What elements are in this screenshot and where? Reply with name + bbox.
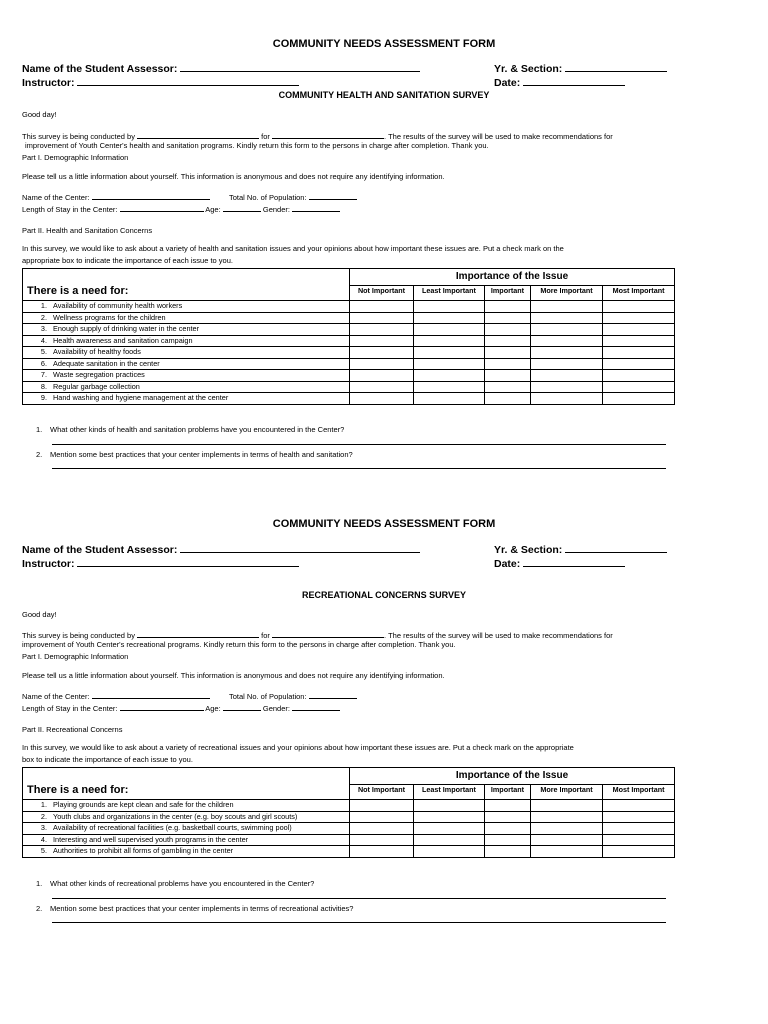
population-label: Total No. of Population: (229, 190, 357, 202)
answer-line-1[interactable] (52, 898, 666, 899)
part2-heading: Part II. Health and Sanitation Concerns (22, 226, 153, 235)
check-box[interactable] (414, 800, 485, 812)
organization-field[interactable] (272, 628, 384, 638)
table-row (23, 312, 675, 324)
conductor-field[interactable] (137, 628, 259, 638)
check-box[interactable] (485, 811, 531, 823)
issue-cell: 2. Youth clubs and organizations in the center (e.g. boy scouts and girl scouts) (23, 811, 350, 823)
part2-description-2: box to indicate the importance of each issue to you. (22, 755, 193, 764)
check-box[interactable] (485, 381, 531, 393)
gender-field[interactable] (292, 701, 340, 711)
check-box[interactable] (531, 312, 603, 324)
center-name-field[interactable] (92, 190, 210, 200)
column-header: More Important (531, 785, 603, 800)
table-row (23, 358, 675, 370)
check-box[interactable] (350, 800, 414, 812)
check-box[interactable] (485, 335, 531, 347)
check-box[interactable] (485, 347, 531, 359)
check-box[interactable] (350, 381, 414, 393)
center-name-label: Name of the Center: (22, 689, 210, 701)
check-box[interactable] (603, 301, 675, 313)
column-header: Not Important (350, 785, 414, 800)
check-box[interactable] (603, 312, 675, 324)
column-header: More Important (531, 286, 603, 301)
table-row (23, 811, 675, 823)
issue-cell: 8. Regular garbage collection (23, 381, 350, 393)
population-field[interactable] (309, 190, 357, 200)
yr-section-label: Yr. & Section: (494, 543, 667, 556)
date-label: Date: (494, 76, 625, 89)
column-header: Important (485, 785, 531, 800)
issue-cell: 5. Authorities to prohibit all forms of gambling in the center (23, 846, 350, 858)
stay-field[interactable] (120, 701, 204, 711)
issue-cell: 6. Adequate sanitation in the center (23, 358, 350, 370)
answer-line-1[interactable] (52, 444, 666, 445)
center-name-label: Name of the Center: (22, 190, 210, 202)
yr-section-label: Yr. & Section: (494, 62, 667, 75)
check-box[interactable] (414, 370, 485, 382)
population-label: Total No. of Population: (229, 689, 357, 701)
part1-description: Please tell us a little information about yourself. This information is anonymous and does not require any identifying information. (22, 172, 445, 181)
issue-cell: 1. Availability of community health workers (23, 301, 350, 313)
question-2: 2. Mention some best practices that your center implements in terms of health and sanitation? (36, 450, 353, 459)
check-box[interactable] (531, 846, 603, 858)
check-box[interactable] (531, 811, 603, 823)
issue-cell: 4. Health awareness and sanitation campaign (23, 335, 350, 347)
date-label: Date: (494, 557, 625, 570)
check-box[interactable] (485, 846, 531, 858)
check-box[interactable] (485, 324, 531, 336)
check-box[interactable] (350, 324, 414, 336)
check-box[interactable] (531, 324, 603, 336)
importance-table (22, 268, 675, 405)
check-box[interactable] (485, 358, 531, 370)
check-box[interactable] (414, 324, 485, 336)
importance-table (22, 767, 675, 858)
table-row (23, 800, 675, 812)
issue-cell: 7. Waste segregation practices (23, 370, 350, 382)
check-box[interactable] (603, 823, 675, 835)
check-box[interactable] (350, 347, 414, 359)
check-box[interactable] (603, 381, 675, 393)
check-box[interactable] (414, 834, 485, 846)
need-header: There is a need for: (23, 269, 350, 301)
check-box[interactable] (531, 381, 603, 393)
column-header: Least Important (414, 785, 485, 800)
need-header: There is a need for: (23, 768, 350, 800)
check-box[interactable] (603, 324, 675, 336)
yr-section-field[interactable] (565, 62, 667, 72)
intro-line-2: improvement of Youth Center's recreational programs. Kindly return this form to the persons in charge after completion. Thank you. (22, 640, 456, 649)
instructor-field[interactable] (77, 76, 299, 86)
importance-header: Importance of the Issue (350, 768, 675, 785)
check-box[interactable] (350, 846, 414, 858)
table-row (23, 393, 675, 405)
assessor-field[interactable] (180, 62, 420, 72)
check-box[interactable] (485, 301, 531, 313)
table-row (23, 381, 675, 393)
issue-cell: 3. Availability of recreational facilities (e.g. basketball courts, swimming pool) (23, 823, 350, 835)
answer-line-2[interactable] (52, 468, 666, 469)
check-box[interactable] (603, 834, 675, 846)
check-box[interactable] (603, 811, 675, 823)
age-field[interactable] (223, 202, 261, 212)
check-box[interactable] (485, 823, 531, 835)
check-box[interactable] (414, 811, 485, 823)
table-row (23, 370, 675, 382)
table-row (23, 324, 675, 336)
survey-title: COMMUNITY HEALTH AND SANITATION SURVEY (278, 90, 490, 100)
check-box[interactable] (531, 834, 603, 846)
check-box[interactable] (414, 301, 485, 313)
check-box[interactable] (531, 370, 603, 382)
greeting: Good day! (22, 610, 57, 619)
check-box[interactable] (350, 335, 414, 347)
intro-line-1: This survey is being conducted by for . The results of the survey will be used to make recommendations for (22, 129, 613, 141)
check-box[interactable] (485, 834, 531, 846)
part1-heading: Part I. Demographic Information (22, 652, 129, 661)
part1-heading: Part I. Demographic Information (22, 153, 129, 162)
assessor-label: Name of the Student Assessor: (22, 62, 420, 75)
column-header: Least Important (414, 286, 485, 301)
check-box[interactable] (414, 846, 485, 858)
check-box[interactable] (350, 823, 414, 835)
issue-cell: 4. Interesting and well supervised youth programs in the center (23, 834, 350, 846)
date-field[interactable] (523, 76, 625, 86)
stay-field[interactable] (120, 202, 204, 212)
survey-title: RECREATIONAL CONCERNS SURVEY (301, 590, 467, 600)
part2-heading: Part II. Recreational Concerns (22, 725, 123, 734)
form-title: COMMUNITY NEEDS ASSESSMENT FORM (272, 518, 496, 530)
age-field[interactable] (223, 701, 261, 711)
check-box[interactable] (414, 358, 485, 370)
check-box[interactable] (485, 800, 531, 812)
check-box[interactable] (603, 370, 675, 382)
check-box[interactable] (485, 393, 531, 405)
part2-description-2: appropriate box to indicate the importance of each issue to you. (22, 256, 233, 265)
check-box[interactable] (350, 370, 414, 382)
check-box[interactable] (531, 335, 603, 347)
yr-section-field[interactable] (565, 543, 667, 553)
check-box[interactable] (603, 358, 675, 370)
answer-line-2[interactable] (52, 922, 666, 923)
table-row (23, 347, 675, 359)
check-box[interactable] (414, 823, 485, 835)
check-box[interactable] (414, 335, 485, 347)
check-box[interactable] (603, 347, 675, 359)
check-box[interactable] (414, 347, 485, 359)
conductor-field[interactable] (137, 129, 259, 139)
check-box[interactable] (350, 811, 414, 823)
table-row (23, 301, 675, 313)
issue-cell: 9. Hand washing and hygiene management at the center (23, 393, 350, 405)
check-box[interactable] (603, 335, 675, 347)
check-box[interactable] (531, 800, 603, 812)
check-box[interactable] (350, 358, 414, 370)
column-header: Not Important (350, 286, 414, 301)
check-box[interactable] (531, 358, 603, 370)
importance-header: Importance of the Issue (350, 269, 675, 286)
form-title: COMMUNITY NEEDS ASSESSMENT FORM (272, 38, 496, 50)
check-box[interactable] (531, 301, 603, 313)
issue-cell: 5. Availability of healthy foods (23, 347, 350, 359)
check-box[interactable] (350, 301, 414, 313)
check-box[interactable] (350, 834, 414, 846)
question-1: 1. What other kinds of health and sanitation problems have you encountered in the Center? (36, 425, 345, 434)
check-box[interactable] (414, 381, 485, 393)
issue-cell: 3. Enough supply of drinking water in the center (23, 324, 350, 336)
check-box[interactable] (531, 823, 603, 835)
instructor-field[interactable] (77, 557, 299, 567)
table-row (23, 335, 675, 347)
check-box[interactable] (603, 393, 675, 405)
column-header: Most Important (603, 286, 675, 301)
assessor-label: Name of the Student Assessor: (22, 543, 420, 556)
assessor-field[interactable] (180, 543, 420, 553)
check-box[interactable] (603, 800, 675, 812)
stay-label: Length of Stay in the Center: Age: Gender: (22, 202, 340, 214)
intro-line-2: improvement of Youth Center's health and sanitation programs. Kindly return this form to the persons in charge after completion. Thank you. (25, 141, 489, 150)
greeting: Good day! (22, 110, 57, 119)
check-box[interactable] (485, 312, 531, 324)
table-row (23, 834, 675, 846)
check-box[interactable] (350, 312, 414, 324)
issue-cell: 1. Playing grounds are kept clean and safe for the children (23, 800, 350, 812)
check-box[interactable] (485, 370, 531, 382)
instructor-label: Instructor: (22, 76, 299, 89)
part2-description-1: In this survey, we would like to ask about a variety of health and sanitation issues and your opinions about how important these issues are. Put a check mark on the (22, 244, 564, 253)
question-1: 1. What other kinds of recreational problems have you encountered in the Center? (36, 879, 315, 888)
check-box[interactable] (414, 312, 485, 324)
column-header: Most Important (603, 785, 675, 800)
stay-label: Length of Stay in the Center: Age: Gender: (22, 701, 340, 713)
part2-description-1: In this survey, we would like to ask about a variety of recreational issues and your opinions about how important these issues are. Put a check mark on the appropriate (22, 743, 574, 752)
check-box[interactable] (603, 846, 675, 858)
table-row (23, 823, 675, 835)
intro-line-1: This survey is being conducted by for . The results of the survey will be used to make recommendations for (22, 628, 613, 640)
center-name-field[interactable] (92, 689, 210, 699)
part1-description: Please tell us a little information about yourself. This information is anonymous and does not require any identifying information. (22, 671, 445, 680)
check-box[interactable] (531, 347, 603, 359)
date-field[interactable] (523, 557, 625, 567)
population-field[interactable] (309, 689, 357, 699)
instructor-label: Instructor: (22, 557, 299, 570)
column-header: Important (485, 286, 531, 301)
check-box[interactable] (414, 393, 485, 405)
gender-field[interactable] (292, 202, 340, 212)
issue-cell: 2. Wellness programs for the children (23, 312, 350, 324)
table-row (23, 846, 675, 858)
check-box[interactable] (350, 393, 414, 405)
check-box[interactable] (531, 393, 603, 405)
question-2: 2. Mention some best practices that your center implements in terms of recreational activities? (36, 904, 354, 913)
organization-field[interactable] (272, 129, 384, 139)
